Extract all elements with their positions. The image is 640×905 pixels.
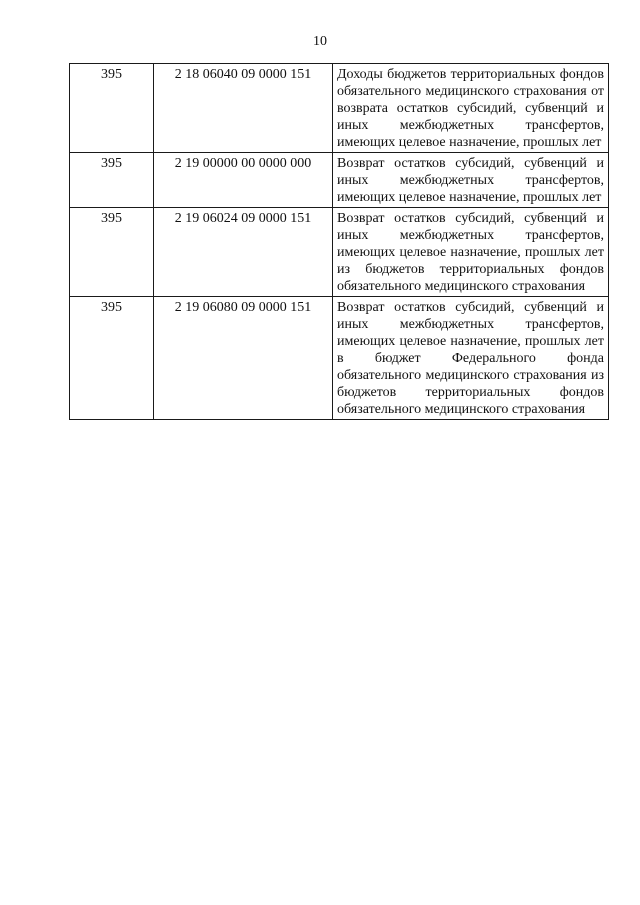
budget-codes-table — [69, 63, 609, 420]
admin-code-cell: 395 — [70, 153, 154, 208]
budget-classification-code-cell: 2 19 00000 00 0000 000 — [154, 153, 333, 208]
admin-code-cell: 395 — [70, 208, 154, 297]
admin-code-cell: 395 — [70, 64, 154, 153]
table-row — [70, 64, 609, 153]
revenue-name-cell: Возврат остатков субсидий, субвенций и иных межбюджетных трансфертов, имеющих целевое назначение, прошлых лет — [333, 153, 609, 208]
table-row — [70, 208, 609, 297]
budget-classification-code-cell: 2 18 06040 09 0000 151 — [154, 64, 333, 153]
table-row — [70, 153, 609, 208]
page-number: 10 — [313, 34, 327, 49]
admin-code-cell: 395 — [70, 297, 154, 420]
table-row — [70, 297, 609, 420]
budget-classification-code-cell: 2 19 06024 09 0000 151 — [154, 208, 333, 297]
revenue-name-cell: Доходы бюджетов территориальных фондов обязательного медицинского страхования от возврата остатков субсидий, субвенций и иных межбюджетных трансфертов, имеющих целевое назначение, прошлых лет — [333, 64, 609, 153]
revenue-name-cell: Возврат остатков субсидий, субвенций и иных межбюджетных трансфертов, имеющих целевое назначение, прошлых лет в бюджет Федерального фонда обязательного медицинского страхования из бюджетов территориальных фондов обязательного медицинского страхования — [333, 297, 609, 420]
revenue-name-cell: Возврат остатков субсидий, субвенций и иных межбюджетных трансфертов, имеющих целевое назначение, прошлых лет из бюджетов территориальных фондов обязательного медицинского страхования — [333, 208, 609, 297]
budget-classification-code-cell: 2 19 06080 09 0000 151 — [154, 297, 333, 420]
